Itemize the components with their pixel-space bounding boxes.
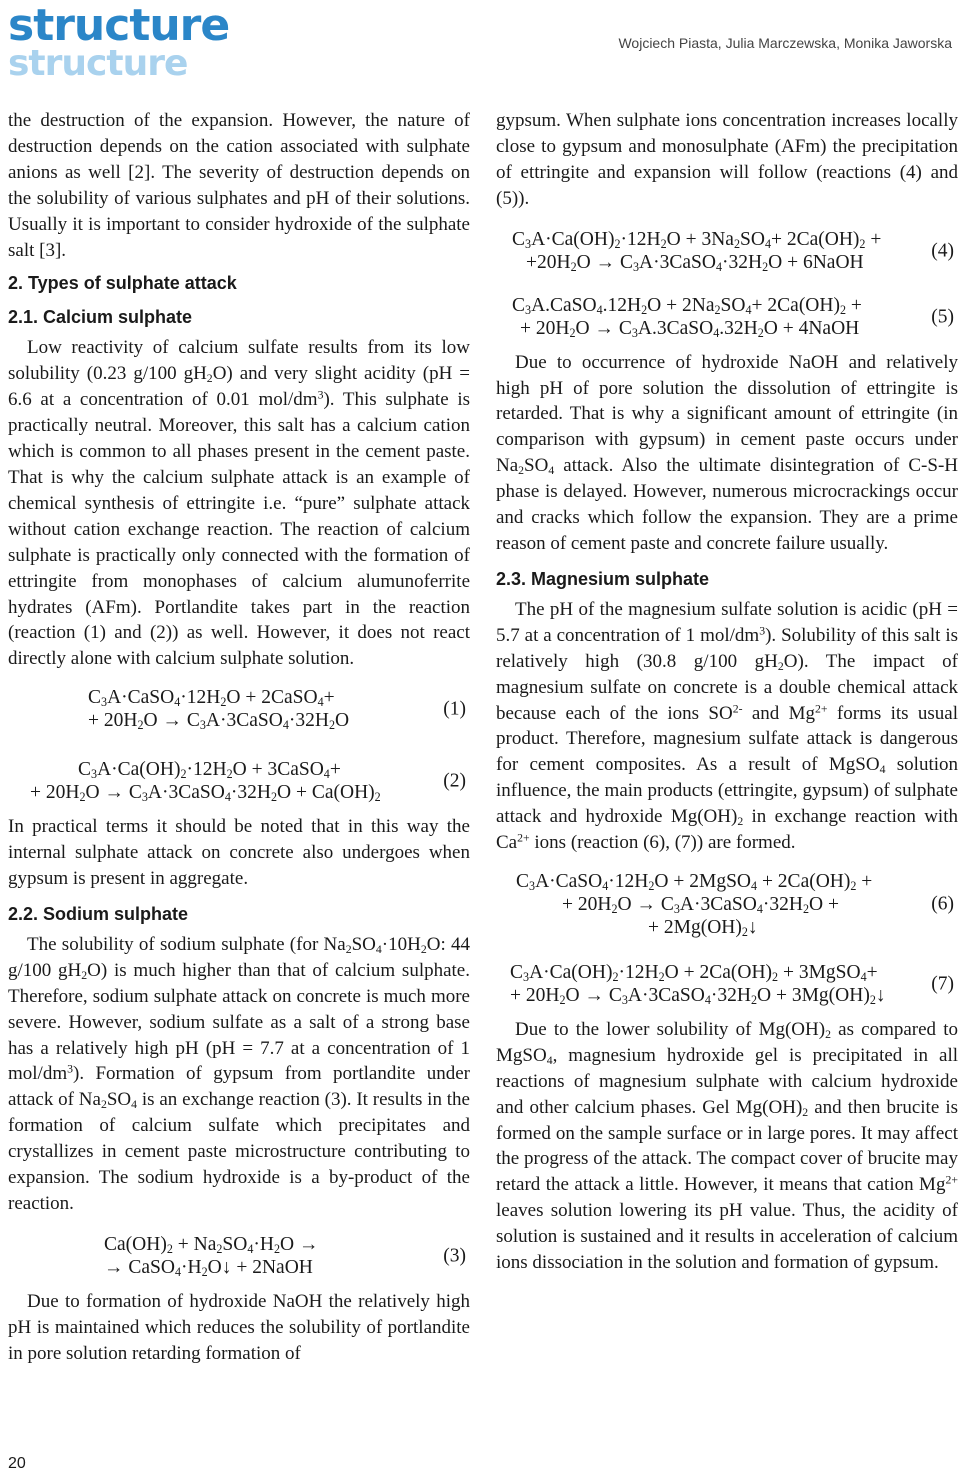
journal-logo-text: structure [8,0,230,51]
equation-4: $C_3A\cdot Ca(OH)_2\cdot 12H_2O + 3Na_2SO_4+ 2Ca(OH)_2$ + $+20H_2O$ → $C_3A\cdot 3CaSO_4\cdot 32H_2O$ + 6NaOH (4) [512,228,954,274]
section-heading-calcium: 2.1. Calcium sulphate [8,307,193,328]
paragraph-magnesium: The pH of the magnesium sulfate solution is acidic (pH = 5.7 at a concentration of 1 mol/$dm^3$). Solubility of this salt is relatively high (30.8 g/100 $gH_2O$). The impact of magnesium sulfate on concrete is a double chemical attack because each of the ions $SO^{2-}$ and $Mg^{2+}$ forms its usual product. Therefore, magnesium sulfate attack is dangerous for cement composites. As a result of MgSO$_4$ solution influence, the main products (ettringite, gypsum) of sulphate attack and hydroxide $Mg(OH)_2$ in exchange reaction with $Ca^{2+}$ ions (reaction (6), (7)) are formed. [496,598,959,854]
equation-7: $C_3A\cdot Ca(OH)_2\cdot 12H_2O + 2Ca(OH)_2$ + 3MgSO$_4$+ + $20H_2O$ → $C_3A\cdot 3CaSO_4\cdot 32H_2O$ + $3Mg(OH)_2↓$ (7) [510,961,954,1007]
running-header-authors: Wojciech Piasta, Julia Marczewska, Monika Jaworska [618,35,952,51]
left-column [8,108,470,1367]
section-heading-sodium: 2.2. Sodium sulphate [8,903,189,924]
equation-5: $C_3A.CaSO_4.12H_2O + 2Na_2SO_4+ 2Ca(OH)_2$ + + $20H_2O$ → $C_3A.3CaSO_4.32H_2O$ + 4NaOH (5) [512,294,954,340]
paragraph-calcium: Low reactivity of calcium sulfate results from its low solubility (0.23 g/100 $gH_2O$) and very slight acidity (pH = 6.6 at a concentration of 0.01 mol/$dm^3$). This sulphate is practically neutral. Moreover, this salt has a calcium cation which is common to all phases present in the cement paste. That is why the calcium sulphate attack is an example of chemical synthesis of ettringite i.e. “pure” sulphate attack without cation exchange reaction. The reaction of calcium sulphate is practically only connected with the formation of ettringite from monophases of calcium alumunoferrite hydrates (AFm). Portlandite takes part in the reaction (reaction (1) and (2)) as well. However, it does not react directly alone with calcium sulphate solution. [8,337,470,670]
right-column [496,108,958,1276]
equation-1: $C_3A\cdot CaSO_4\cdot 12H_2O$ + 2CaSO$_4$+ + $20H_2O$ → $C_3A\cdot 3CaSO_4\cdot 32H_2O$ (1) [88,687,466,733]
paragraph-brucite: Due to the lower solubility of $Mg(OH)_2$ as compared to MgSO$_4$, magnesium hydroxide gel is precipitated in all reactions of magnesium sulphate with calcium hydroxide and other calcium phases. Gel $Mg(OH)_2$ and then brucite is formed on the sample surface or in large pores. It may affect the progress of the attack. The compact cover of brucite may retard the attack a little. However, it means that cation $Mg^{2+}$ leaves solution lowering its pH value. Thus, the acidity of solution is sustained and it results in acceleration of calcium ions dissociation in the solution and formation of gypsum. [496,1018,959,1274]
paragraph-gypsum-aggregate: In practical terms it should be noted that in this way the internal sulphate attack on concrete also undergoes when gypsum is present in aggregate. [8,816,470,890]
equation-number: (1) [443,698,466,720]
paragraph-intro: the destruction of the expansion. However, the nature of destruction depends on the cation associated with sulphate anions as well [2]. The severity of destruction depends on the solubility of various sulphates and pH of their solutions. Usually it is important to consider hydroxide of the sulphate salt [3]. [8,110,470,261]
equation-number: (7) [931,973,954,995]
journal-logo [8,0,288,88]
paragraph-gypsum: gypsum. When sulphate ions concentration increases locally close to gypsum and monosulphate (AFm) the precipitation of ettringite and expansion will follow (reactions (4) and (5)). [496,110,958,209]
paragraph-sodium: The solubility of sodium sulphate (for $Na_2SO_4\cdot 10H_2O$: 44 g/100 $gH_2O$) is much higher than that of calcium sulphate. Therefore, sodium sulphate attack on concrete is much more severe. However, sodium sulfate as a salt of a strong base has a relatively high pH (pH = 7.7 at a concentration of 1 mol/$dm^3$). Formation of gypsum from portlandite under attack of $Na_2SO_4$ is an exchange reaction (3). It results in the formation of calcium sulfate which precipitates and crystallizes in cement paste microstructure contributing to expansion. The sodium hydroxide is a by-product of the reaction. [8,933,471,1214]
equation-3: $Ca(OH)_2 + Na_2SO_4\cdot H_2O$ → → $CaSO_4\cdot H_2O↓$ + 2NaOH (3) [104,1233,466,1279]
equation-number: (6) [931,893,954,915]
equation-6: $C_3A\cdot CaSO_4\cdot 12H_2O$ + 2MgSO$_4$ + $2Ca(OH)_2$ + + $20H_2O$ → $C_3A\cdot 3CaSO_4\cdot 32H_2O$ + + $2Mg(OH)_2↓$ (6) [516,870,954,939]
paragraph-naoh-retard: Due to occurrence of hydroxide NaOH and relatively high pH of pore solution the dissolution of ettringite is retarded. That is why a significant amount of ettringite (in comparison with gypsum) in cement paste occurs under $Na_2SO_4$ attack. Also the ultimate disintegration of C-S-H phase is delayed. However, numerous microcrackings occur and cracks which follow the expansion. They are a prime reason of cement paste and concrete failure usually. [496,351,958,554]
page-number: 20 [8,1455,26,1472]
equation-2: $C_3A\cdot Ca(OH)_2\cdot 12H_2O$ + 3CaSO$_4$+ + $20H_2O$ → $C_3A\cdot 3CaSO_4\cdot 32H_2O + Ca(OH)_2$ (2) [30,759,466,805]
equation-number: (2) [443,770,466,792]
equation-number: (5) [931,306,954,328]
section-heading-types: 2. Types of sulphate attack [8,273,237,294]
paragraph-naoh: Due to formation of hydroxide NaOH the relatively high pH is maintained which reduces the solubility of portlandite in pore solution retarding formation of [8,1290,470,1364]
equation-number: (3) [443,1245,466,1267]
equation-number: (4) [931,240,954,262]
section-heading-magnesium: 2.3. Magnesium sulphate [496,568,710,589]
journal-logo-echo: structure [8,43,188,84]
